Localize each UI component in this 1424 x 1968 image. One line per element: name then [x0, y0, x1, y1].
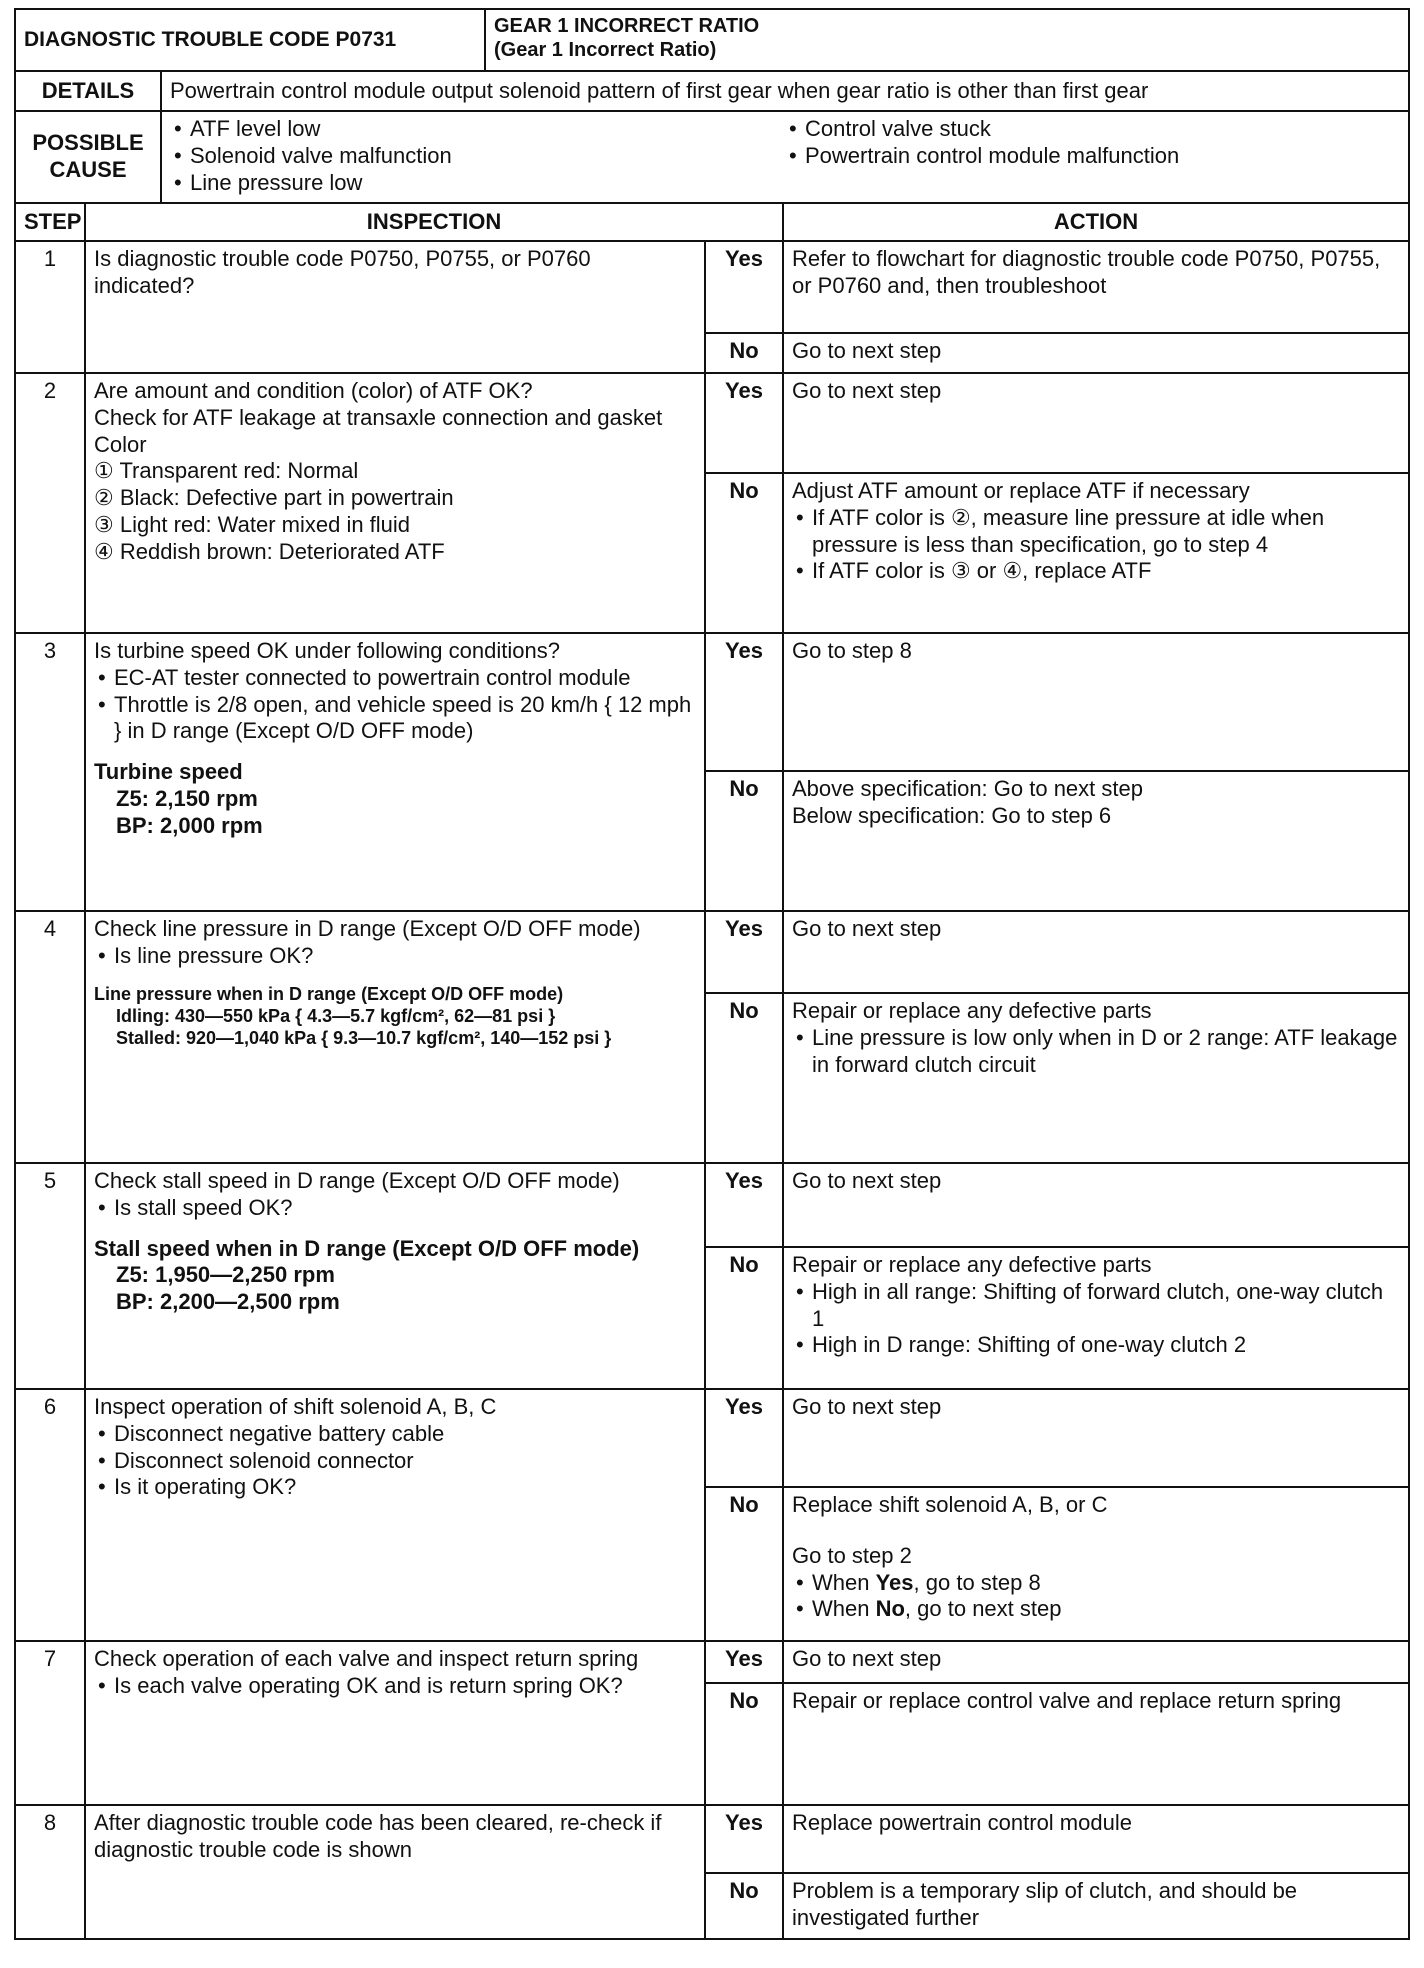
step-inspection: Check operation of each valve and inspect return spring • Is each valve operating OK and is return spring OK?: [85, 1641, 705, 1805]
details-label: DETAILS: [15, 71, 161, 111]
step-number: 8: [15, 1805, 85, 1939]
step-inspection: Inspect operation of shift solenoid A, B, C • Disconnect negative battery cable • Disconnect solenoid connector • Is it operating OK?: [85, 1389, 705, 1641]
answer-no: No: [705, 771, 783, 911]
action-no: Go to next step: [783, 333, 1409, 373]
inspection-bullet: • Is stall speed OK?: [94, 1195, 696, 1222]
column-header-step: STEP: [15, 203, 85, 241]
answer-no: No: [705, 993, 783, 1163]
action-no: Above specification: Go to next step Below specification: Go to step 6: [783, 771, 1409, 911]
cause-list-left: [170, 116, 785, 196]
step-inspection: Is diagnostic trouble code P0750, P0755, or P0760 indicated?: [85, 241, 705, 373]
action-yes: Replace powertrain control module: [783, 1805, 1409, 1873]
inspection-bullet: • Disconnect solenoid connector: [94, 1448, 696, 1475]
step-number: 1: [15, 241, 85, 373]
steps-table: [14, 202, 1410, 1940]
action-no: Problem is a temporary slip of clutch, and should be investigated further: [783, 1873, 1409, 1939]
column-header-inspection: INSPECTION: [85, 203, 783, 241]
action-no: Replace shift solenoid A, B, or C Go to step 2 • When Yes, go to step 8 • When No, go to next step: [783, 1487, 1409, 1641]
cause-item: • Line pressure low: [170, 170, 785, 197]
step-inspection: After diagnostic trouble code has been cleared, re-check if diagnostic trouble code is shown: [85, 1805, 705, 1939]
dtc-label: DIAGNOSTIC TROUBLE CODE P0731: [15, 9, 485, 71]
action-bullet: • If ATF color is ②, measure line pressure at idle when pressure is less than specification, go to step 4: [792, 505, 1400, 559]
action-yes: Go to next step: [783, 1163, 1409, 1247]
answer-yes: Yes: [705, 1163, 783, 1247]
cause-item: • ATF level low: [170, 116, 785, 143]
answer-no: No: [705, 1873, 783, 1939]
answer-no: No: [705, 333, 783, 373]
step-inspection: Are amount and condition (color) of ATF OK? Check for ATF leakage at transaxle connection and gasket Color ① Transparent red: Normal ② Black: Defective part in powertrain ③ Light red: Water mixed in fluid ④ Reddish brown: Deteriorated ATF: [85, 373, 705, 633]
spec-block: Turbine speed Z5: 2,150 rpm BP: 2,000 rpm: [94, 759, 263, 838]
step-inspection: Is turbine speed OK under following conditions? • EC-AT tester connected to powertrain control module • Throttle is 2/8 open, and vehicle speed is 20 km/h { 12 mph } in D range (Except O/D OFF mode) Turbine speed Z5: 2,150 rpm BP: 2,000 rpm: [85, 633, 705, 911]
action-bullet: • High in all range: Shifting of forward clutch, one-way clutch 1: [792, 1279, 1400, 1333]
action-yes: Go to next step: [783, 1641, 1409, 1683]
action-no: Repair or replace any defective parts • Line pressure is low only when in D or 2 range: ATF leakage in forward clutch circuit: [783, 993, 1409, 1163]
answer-yes: Yes: [705, 1805, 783, 1873]
cause-item: • Solenoid valve malfunction: [170, 143, 785, 170]
answer-yes: Yes: [705, 1389, 783, 1487]
step-inspection: Check line pressure in D range (Except O/D OFF mode) • Is line pressure OK? Line pressure when in D range (Except O/D OFF mode) Idling: 430—550 kPa { 4.3—5.7 kgf/cm², 62—81 psi } Stalled: 920—1,040 kPa { 9.3—10.7 kgf/cm², 140—152 psi }: [85, 911, 705, 1163]
answer-yes: Yes: [705, 241, 783, 333]
action-bullet: • Line pressure is low only when in D or 2 range: ATF leakage in forward clutch circuit: [792, 1025, 1400, 1079]
action-yes: Go to step 8: [783, 633, 1409, 771]
answer-yes: Yes: [705, 911, 783, 993]
step-number: 6: [15, 1389, 85, 1641]
spec-block: Line pressure when in D range (Except O/D OFF mode) Idling: 430—550 kPa { 4.3—5.7 kgf/cm², 62—81 psi } Stalled: 920—1,040 kPa { 9.3—10.7 kgf/cm², 140—152 psi }: [94, 983, 612, 1048]
inspection-bullet: • Is it operating OK?: [94, 1474, 696, 1501]
step-number: 3: [15, 633, 85, 911]
action-no: Repair or replace control valve and replace return spring: [783, 1683, 1409, 1805]
step-inspection: Check stall speed in D range (Except O/D OFF mode) • Is stall speed OK? Stall speed when in D range (Except O/D OFF mode) Z5: 1,950—2,250 rpm BP: 2,200—2,500 rpm: [85, 1163, 705, 1389]
cause-item: • Control valve stuck: [785, 116, 1400, 143]
inspection-bullet: • Throttle is 2/8 open, and vehicle speed is 20 km/h { 12 mph } in D range (Except O/D OFF mode): [94, 692, 696, 746]
answer-no: No: [705, 1487, 783, 1641]
inspection-bullet: • Disconnect negative battery cable: [94, 1421, 696, 1448]
details-text: Powertrain control module output solenoid pattern of first gear when gear ratio is other than first gear: [161, 71, 1409, 111]
possible-cause-list: [161, 111, 1409, 203]
action-yes: Go to next step: [783, 1389, 1409, 1487]
step-number: 2: [15, 373, 85, 633]
possible-cause-label: POSSIBLE CAUSE: [15, 111, 161, 203]
answer-no: No: [705, 473, 783, 633]
column-header-action: ACTION: [783, 203, 1409, 241]
answer-no: No: [705, 1683, 783, 1805]
action-bullet: • When No, go to next step: [792, 1596, 1400, 1623]
dtc-title: GEAR 1 INCORRECT RATIO: [494, 15, 760, 37]
answer-yes: Yes: [705, 373, 783, 473]
action-yes: Refer to flowchart for diagnostic trouble code P0750, P0755, or P0760 and, then troubleshoot: [783, 241, 1409, 333]
answer-no: No: [705, 1247, 783, 1389]
action-no: Adjust ATF amount or replace ATF if necessary • If ATF color is ②, measure line pressure at idle when pressure is less than specification, go to step 4 • If ATF color is ③ or ④, replace ATF: [783, 473, 1409, 633]
inspection-bullet: • Is line pressure OK?: [94, 943, 696, 970]
action-no: Repair or replace any defective parts • High in all range: Shifting of forward clutch, one-way clutch 1 • High in D range: Shifting of one-way clutch 2: [783, 1247, 1409, 1389]
diagnostic-page: [14, 8, 1410, 1940]
action-bullet: • If ATF color is ③ or ④, replace ATF: [792, 558, 1400, 585]
step-number: 7: [15, 1641, 85, 1805]
answer-yes: Yes: [705, 633, 783, 771]
step-number: 5: [15, 1163, 85, 1389]
cause-list-right: [785, 116, 1400, 196]
cause-item: • Powertrain control module malfunction: [785, 143, 1400, 170]
dtc-title-cell: [485, 9, 1409, 71]
header-table: [14, 8, 1410, 72]
action-bullet: • High in D range: Shifting of one-way clutch 2: [792, 1332, 1400, 1359]
action-yes: Go to next step: [783, 911, 1409, 993]
answer-yes: Yes: [705, 1641, 783, 1683]
info-table: [14, 70, 1410, 204]
action-bullet: • When Yes, go to step 8: [792, 1570, 1400, 1597]
spec-block: Stall speed when in D range (Except O/D OFF mode) Z5: 1,950—2,250 rpm BP: 2,200—2,500 rpm: [94, 1235, 640, 1315]
inspection-bullet: • EC-AT tester connected to powertrain control module: [94, 665, 696, 692]
dtc-subtitle: (Gear 1 Incorrect Ratio): [494, 39, 717, 62]
inspection-bullet: • Is each valve operating OK and is return spring OK?: [94, 1673, 696, 1700]
step-number: 4: [15, 911, 85, 1163]
action-yes: Go to next step: [783, 373, 1409, 473]
